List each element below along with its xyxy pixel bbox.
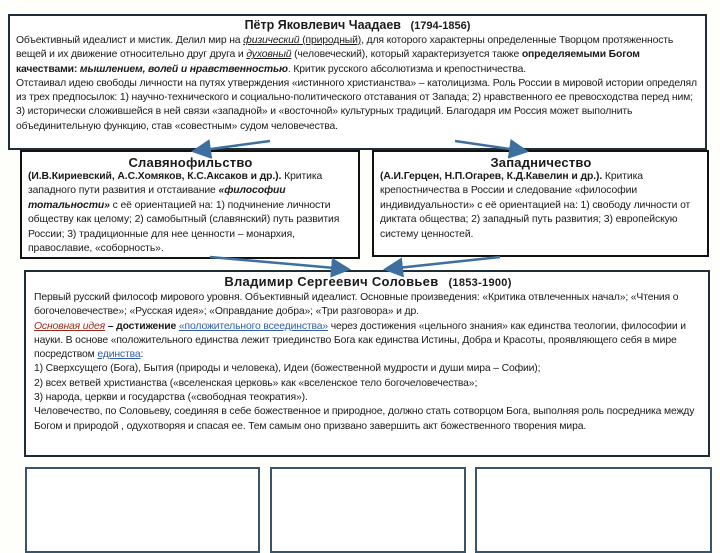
empty-box-1 bbox=[25, 467, 260, 553]
empty-box-3 bbox=[475, 467, 712, 553]
chaadaev-box bbox=[8, 14, 707, 150]
soloviev-box bbox=[24, 270, 710, 457]
text-fragment: , для которого характерны определенные Творцом протяженность вещей и их движение относительно друг друга и bbox=[16, 35, 674, 61]
westernism-box bbox=[372, 150, 709, 257]
soloviev-item-2: 2) всех ветвей христианства («вселенская церковь» как «вселенское тело богочеловечества»; bbox=[34, 377, 478, 389]
arrow-westernism-to-soloviev bbox=[388, 257, 500, 269]
text-fragment: (человеческий), который характеризуется также bbox=[291, 49, 522, 61]
text-fragment: Объективный идеалист и мистик. Делил мир на bbox=[16, 35, 244, 46]
soloviev-intro: Первый русский философ мирового уровня. Объективный идеалист. Основные произведения: «Критика отвлеченных начал»; «Чтения о богочеловечестве»; «Русская идея»; «Оправдание добра»; «Три разговора» и др. bbox=[34, 292, 679, 318]
chaadaev-years: (1794-1856) bbox=[410, 20, 471, 32]
soloviev-name: Владимир Сергеевич Соловьев bbox=[224, 274, 439, 289]
text-fragment: через достижения «цельного знания» как единства теологии, философии и науки. В основе «положительного единства лежит триединство Бога как единства Истины, Добра и Красоты, проявляющего себя в мире посредством bbox=[34, 320, 686, 361]
soloviev-conclusion: Человечество, по Соловьеву, соединяя в себе божественное и природное, должно стать сотворцом Бога, выполняя роль посредника между Богом и природой , одухотворяя и спасая ее. Тем самым оно призвано завершить акт божественного творения мира. bbox=[34, 406, 695, 432]
soloviev-item-3: 3) народа, церкви и государства («свободная теократия»). bbox=[34, 392, 308, 404]
westernism-title: Западничество bbox=[490, 155, 592, 170]
text-fragment: с её ориентацией на: 1) подчинение личности обществу как целому; 2) самобытный (славянский) путь развития России; 3) традиционные для нее ценности – монархия, православие, «соборность». bbox=[28, 199, 340, 255]
text-fragment: определяемыми Богом качествами: bbox=[16, 49, 640, 75]
qualities-term: мышлением, волей и нравственностью bbox=[79, 63, 288, 75]
empty-box-2 bbox=[270, 467, 466, 553]
soloviev-main-idea bbox=[34, 320, 702, 363]
text-fragment: . Критик русского абсолютизма и крепостничества. bbox=[287, 63, 527, 75]
slavophilism-box bbox=[20, 150, 360, 259]
soloviev-title bbox=[34, 274, 702, 291]
chaadaev-name: Пётр Яковлевич Чаадаев bbox=[244, 18, 401, 32]
slavophilism-authors: (И.В.Кириевский, А.С.Хомяков, К.С.Аксаков и др.). bbox=[28, 171, 282, 182]
text-fragment: Критика крепостничества в России и следование «философии индивидуальности» с её ориентацией на: 1) свободу личности от диктата общества; 2) западный путь развития; 3) европейскую систему ценностей. bbox=[380, 171, 691, 240]
main-idea-label: Основная идея bbox=[34, 320, 106, 332]
slavophilism-title: Славянофильство bbox=[128, 155, 253, 170]
chaadaev-paragraph-2: Отстаивал идею свободы личности на путях утверждения «истинного христианства» – католицизма. Роль России в мировой истории определял из трех предпосылок: 1) научно-технического и социально-политического отставания от Запада; 2) нравственного ее превосходства перед ним; 3) исторически сложившейся в ней связи «западной» и «восточной» культурных традиций. Благодаря им Россия может выполнить объединительную функцию, став «совестным» судом человечества. bbox=[16, 77, 697, 132]
soloviev-years: (1853-1900) bbox=[448, 277, 512, 289]
text-fragment: Критика западного пути развития и отстаивание bbox=[28, 171, 323, 197]
unity-link[interactable]: единства bbox=[97, 349, 141, 361]
positive-all-unity-link[interactable]: «положительного всеединства» bbox=[178, 320, 329, 332]
chaadaev-paragraph-1 bbox=[16, 34, 699, 77]
chaadaev-title bbox=[16, 18, 699, 34]
spiritual-world-term: духовный bbox=[246, 49, 292, 61]
philosophy-of-totality-term: «философии тотальности» bbox=[28, 185, 286, 211]
text-fragment: : bbox=[140, 349, 144, 361]
soloviev-item-1: 1) Сверхсущего (Бога), Бытия (природы и человека), Идеи (божественной мудрости и души мира – Софии); bbox=[34, 363, 541, 375]
physical-world-term: физический bbox=[243, 35, 300, 46]
text-fragment: – достижение bbox=[105, 320, 179, 332]
westernism-text bbox=[380, 170, 702, 242]
natural-term: (природный) bbox=[299, 35, 362, 46]
westernism-authors: (А.И.Герцен, Н.П.Огарев, К.Д.Кавелин и др.). bbox=[380, 171, 603, 182]
slavophilism-text bbox=[28, 170, 353, 256]
